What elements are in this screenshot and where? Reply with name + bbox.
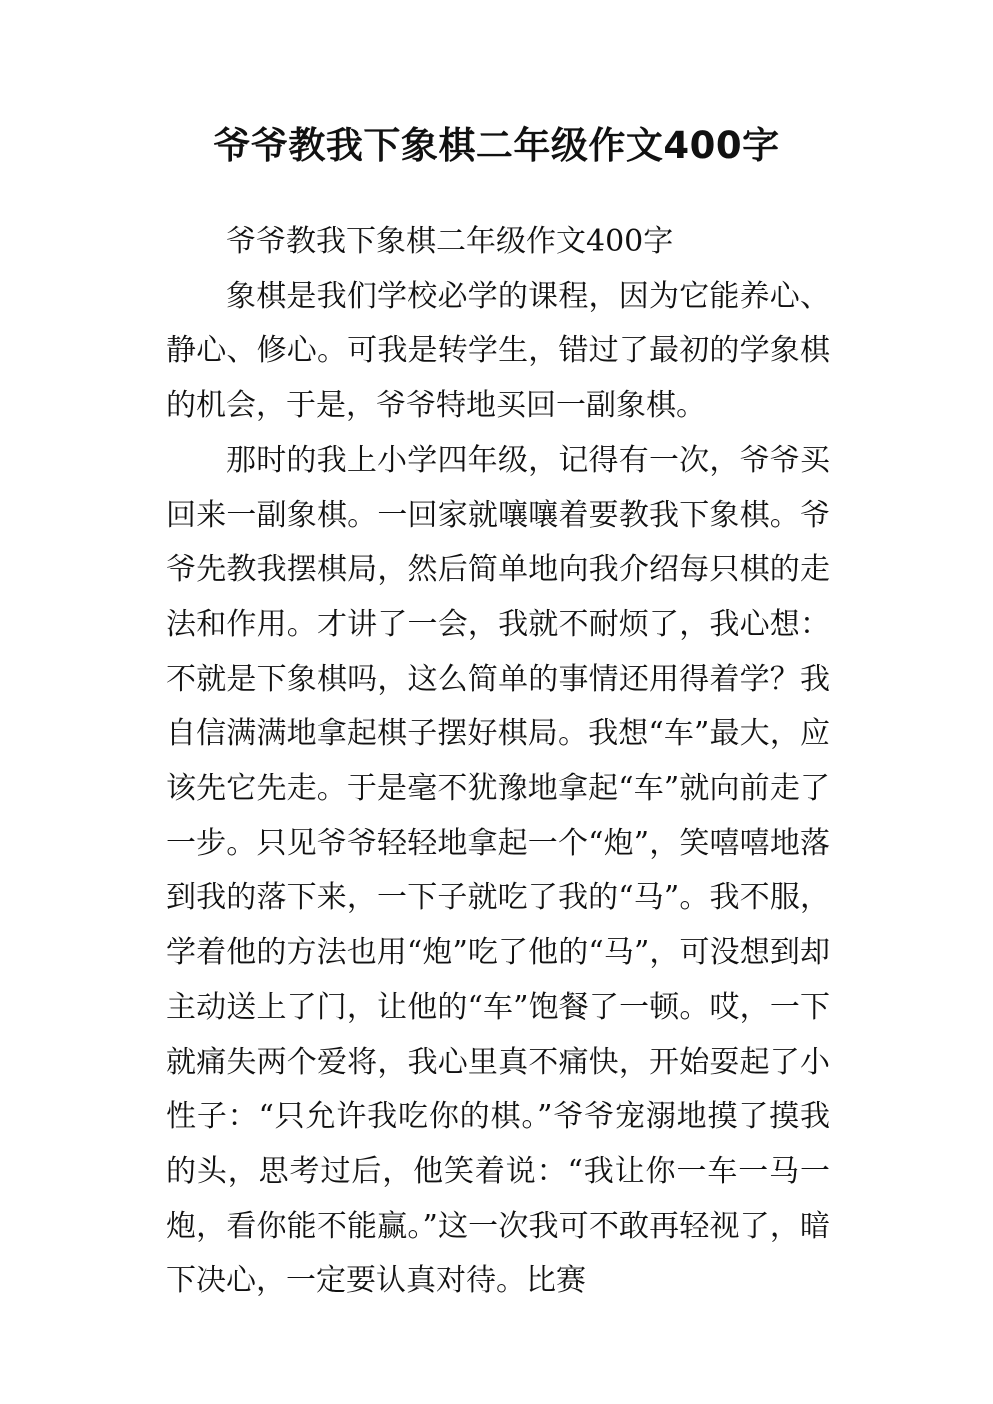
essay-body [166,215,830,1309]
body-paragraph: 那时的我上小学四年级，记得有一次，爷爷买回来一副象棋。一回家就嚷嚷着要教我下象棋。爷爷先教我摆棋局，然后简单地向我介绍每只棋的走法和作用。才讲了一会，我就不耐烦了，我心想：不就是下象棋吗，这么简单的事情还用得着学？我自信满满地拿起棋子摆好棋局。我想“车”最大，应该先它先走。于是毫不犹豫地拿起“车”就向前走了一步。只见爷爷轻轻地拿起一个“炮”，笑嘻嘻地落到我的落下来，一下子就吃了我的“马”。我不服，学着他的方法也用“炮”吃了他的“马”，可没想到却主动送上了门，让他的“车”饱餐了一顿。哎，一下就痛失两个爱将，我心里真不痛快，开始耍起了小性子：“只允许我吃你的棋。”爷爷宠溺地摸了摸我的头，思考过后，他笑着说：“我让你一车一马一炮，看你能不能赢。”这一次我可不敢再轻视了，暗下决心，一定要认真对待。比赛 [166,442,830,1299]
page-title: 爷爷教我下象棋二年级作文400字 [213,124,780,167]
subtitle-paragraph: 爷爷教我下象棋二年级作文400字 [226,224,674,259]
body-paragraph: 象棋是我们学校必学的课程，因为它能养心、静心、修心。可我是转学生，错过了最初的学象棋的机会，于是，爷爷特地买回一副象棋。 [166,278,830,424]
